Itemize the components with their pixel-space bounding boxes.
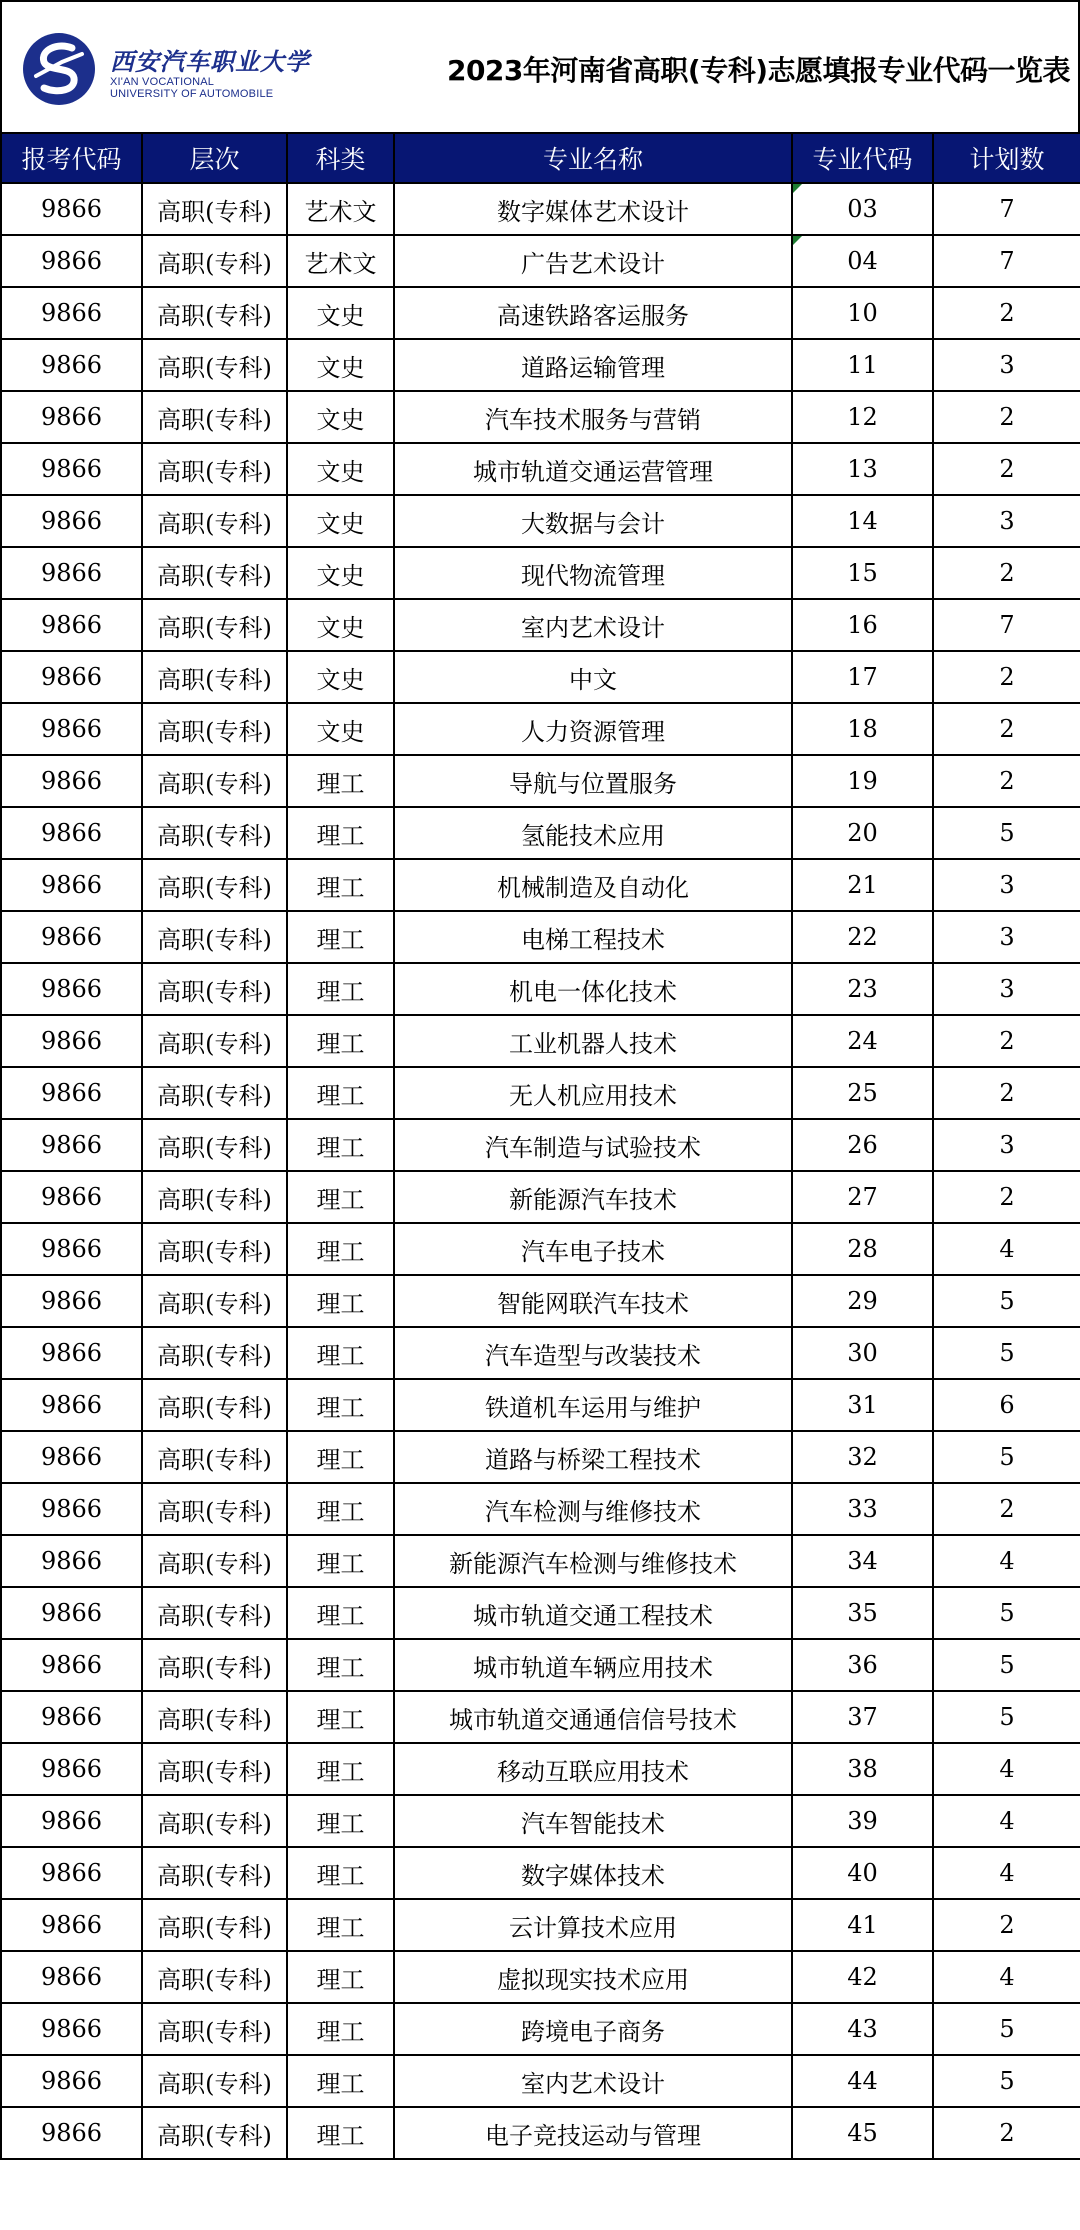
cell-plan-count: 5: [933, 1587, 1080, 1639]
cell-major-name: 机械制造及自动化: [394, 859, 792, 911]
cell-major-code: 27: [792, 1171, 933, 1223]
table-row: [1, 911, 1080, 963]
cell-category: 理工: [287, 1847, 394, 1899]
cell-level: 高职(专科): [142, 1223, 287, 1275]
cell-major-name: 新能源汽车检测与维修技术: [394, 1535, 792, 1587]
logo-chinese-name: 西安汽车职业大学: [110, 47, 310, 76]
cell-level: 高职(专科): [142, 1379, 287, 1431]
cell-application-code: 9866: [1, 235, 142, 287]
cell-major-code: 41: [792, 1899, 933, 1951]
table-row: [1, 547, 1080, 599]
cell-plan-count: 7: [933, 599, 1080, 651]
column-header-major-name: 专业名称: [394, 133, 792, 183]
cell-category: 理工: [287, 1171, 394, 1223]
cell-major-name: 电子竞技运动与管理: [394, 2107, 792, 2159]
table-row: [1, 703, 1080, 755]
cell-plan-count: 3: [933, 911, 1080, 963]
cell-major-name: 导航与位置服务: [394, 755, 792, 807]
cell-major-code: 21: [792, 859, 933, 911]
cell-major-code: 16: [792, 599, 933, 651]
cell-major-code: 22: [792, 911, 933, 963]
table-row: [1, 651, 1080, 703]
cell-application-code: 9866: [1, 859, 142, 911]
cell-major-code: 04: [792, 235, 933, 287]
cell-major-name: 铁道机车运用与维护: [394, 1379, 792, 1431]
table-row: [1, 859, 1080, 911]
cell-application-code: 9866: [1, 2003, 142, 2055]
cell-category: 理工: [287, 1691, 394, 1743]
cell-category: 文史: [287, 547, 394, 599]
cell-level: 高职(专科): [142, 547, 287, 599]
table-row: [1, 1483, 1080, 1535]
cell-major-code: 10: [792, 287, 933, 339]
cell-application-code: 9866: [1, 963, 142, 1015]
cell-level: 高职(专科): [142, 911, 287, 963]
cell-application-code: 9866: [1, 1639, 142, 1691]
cell-category: 理工: [287, 1899, 394, 1951]
table-row: [1, 391, 1080, 443]
cell-application-code: 9866: [1, 599, 142, 651]
cell-major-code: 25: [792, 1067, 933, 1119]
cell-category: 艺术文: [287, 183, 394, 235]
cell-major-code: 35: [792, 1587, 933, 1639]
cell-plan-count: 5: [933, 2003, 1080, 2055]
table-body: [1, 183, 1080, 2159]
cell-category: 文史: [287, 339, 394, 391]
table-row: [1, 339, 1080, 391]
cell-level: 高职(专科): [142, 1639, 287, 1691]
university-logo-icon: [22, 32, 96, 106]
cell-application-code: 9866: [1, 1847, 142, 1899]
cell-major-name: 汽车检测与维修技术: [394, 1483, 792, 1535]
cell-major-code: 30: [792, 1327, 933, 1379]
cell-major-code: 26: [792, 1119, 933, 1171]
cell-major-name: 智能网联汽车技术: [394, 1275, 792, 1327]
cell-application-code: 9866: [1, 1535, 142, 1587]
cell-category: 理工: [287, 807, 394, 859]
cell-major-name: 无人机应用技术: [394, 1067, 792, 1119]
cell-application-code: 9866: [1, 443, 142, 495]
cell-plan-count: 5: [933, 807, 1080, 859]
table-row: [1, 807, 1080, 859]
cell-plan-count: 4: [933, 1951, 1080, 2003]
cell-level: 高职(专科): [142, 1899, 287, 1951]
cell-major-name: 云计算技术应用: [394, 1899, 792, 1951]
cell-level: 高职(专科): [142, 391, 287, 443]
cell-application-code: 9866: [1, 651, 142, 703]
cell-plan-count: 3: [933, 859, 1080, 911]
table-row: [1, 1691, 1080, 1743]
cell-level: 高职(专科): [142, 1951, 287, 2003]
cell-level: 高职(专科): [142, 1171, 287, 1223]
cell-major-code: 15: [792, 547, 933, 599]
cell-major-name: 室内艺术设计: [394, 599, 792, 651]
cell-major-name: 汽车技术服务与营销: [394, 391, 792, 443]
cell-application-code: 9866: [1, 391, 142, 443]
cell-major-code: 28: [792, 1223, 933, 1275]
cell-application-code: 9866: [1, 547, 142, 599]
cell-major-name: 道路与桥梁工程技术: [394, 1431, 792, 1483]
cell-plan-count: 4: [933, 1535, 1080, 1587]
cell-application-code: 9866: [1, 1899, 142, 1951]
cell-category: 理工: [287, 1223, 394, 1275]
cell-application-code: 9866: [1, 1587, 142, 1639]
cell-major-code: 31: [792, 1379, 933, 1431]
cell-plan-count: 5: [933, 1691, 1080, 1743]
cell-level: 高职(专科): [142, 1847, 287, 1899]
cell-level: 高职(专科): [142, 1743, 287, 1795]
table-row: [1, 1743, 1080, 1795]
cell-category: 理工: [287, 1951, 394, 2003]
cell-major-name: 数字媒体艺术设计: [394, 183, 792, 235]
table-row: [1, 599, 1080, 651]
cell-level: 高职(专科): [142, 1275, 287, 1327]
cell-level: 高职(专科): [142, 495, 287, 547]
cell-application-code: 9866: [1, 1171, 142, 1223]
cell-application-code: 9866: [1, 2055, 142, 2107]
cell-application-code: 9866: [1, 703, 142, 755]
cell-plan-count: 2: [933, 443, 1080, 495]
cell-category: 理工: [287, 911, 394, 963]
table-row: [1, 1275, 1080, 1327]
cell-level: 高职(专科): [142, 1483, 287, 1535]
cell-application-code: 9866: [1, 1275, 142, 1327]
table-row: [1, 1795, 1080, 1847]
cell-major-name: 数字媒体技术: [394, 1847, 792, 1899]
table-row: [1, 495, 1080, 547]
table-row: [1, 2003, 1080, 2055]
cell-level: 高职(专科): [142, 703, 287, 755]
cell-application-code: 9866: [1, 807, 142, 859]
cell-application-code: 9866: [1, 1795, 142, 1847]
table-row: [1, 1431, 1080, 1483]
cell-category: 文史: [287, 651, 394, 703]
cell-plan-count: 2: [933, 651, 1080, 703]
cell-application-code: 9866: [1, 1067, 142, 1119]
cell-category: 理工: [287, 1483, 394, 1535]
cell-application-code: 9866: [1, 339, 142, 391]
table-row: [1, 1015, 1080, 1067]
cell-major-code: 36: [792, 1639, 933, 1691]
table-row: [1, 1171, 1080, 1223]
table-row: [1, 1119, 1080, 1171]
cell-level: 高职(专科): [142, 599, 287, 651]
cell-plan-count: 2: [933, 1067, 1080, 1119]
cell-plan-count: 2: [933, 1483, 1080, 1535]
cell-plan-count: 2: [933, 755, 1080, 807]
logo-english-line1: XI'AN VOCATIONAL: [110, 76, 215, 88]
cell-major-name: 机电一体化技术: [394, 963, 792, 1015]
cell-category: 理工: [287, 1535, 394, 1587]
cell-major-name: 电梯工程技术: [394, 911, 792, 963]
table-row: [1, 963, 1080, 1015]
cell-major-code: 17: [792, 651, 933, 703]
cell-application-code: 9866: [1, 1483, 142, 1535]
table-row: [1, 235, 1080, 287]
cell-category: 理工: [287, 1587, 394, 1639]
table-row: [1, 1535, 1080, 1587]
cell-major-name: 大数据与会计: [394, 495, 792, 547]
cell-major-name: 城市轨道交通通信信号技术: [394, 1691, 792, 1743]
major-code-table: [0, 132, 1080, 2160]
cell-level: 高职(专科): [142, 859, 287, 911]
cell-category: 理工: [287, 1275, 394, 1327]
cell-plan-count: 3: [933, 963, 1080, 1015]
cell-category: 理工: [287, 2055, 394, 2107]
cell-category: 文史: [287, 287, 394, 339]
cell-category: 理工: [287, 1015, 394, 1067]
cell-plan-count: 4: [933, 1743, 1080, 1795]
cell-application-code: 9866: [1, 1327, 142, 1379]
cell-application-code: 9866: [1, 495, 142, 547]
logo-english-line2: UNIVERSITY OF AUTOMOBILE: [110, 88, 274, 100]
cell-major-name: 道路运输管理: [394, 339, 792, 391]
cell-level: 高职(专科): [142, 1587, 287, 1639]
cell-major-code: 42: [792, 1951, 933, 2003]
cell-application-code: 9866: [1, 755, 142, 807]
cell-major-name: 现代物流管理: [394, 547, 792, 599]
cell-major-code: 32: [792, 1431, 933, 1483]
cell-level: 高职(专科): [142, 2003, 287, 2055]
cell-category: 理工: [287, 1795, 394, 1847]
cell-level: 高职(专科): [142, 1015, 287, 1067]
cell-major-code: 38: [792, 1743, 933, 1795]
cell-major-code: 43: [792, 2003, 933, 2055]
cell-plan-count: 2: [933, 2107, 1080, 2159]
cell-category: 文史: [287, 391, 394, 443]
cell-plan-count: 2: [933, 1015, 1080, 1067]
cell-major-name: 新能源汽车技术: [394, 1171, 792, 1223]
cell-major-code: 29: [792, 1275, 933, 1327]
table-row: [1, 2055, 1080, 2107]
cell-plan-count: 5: [933, 2055, 1080, 2107]
cell-plan-count: 2: [933, 287, 1080, 339]
cell-major-code: 11: [792, 339, 933, 391]
cell-plan-count: 7: [933, 183, 1080, 235]
cell-category: 理工: [287, 1379, 394, 1431]
cell-level: 高职(专科): [142, 235, 287, 287]
table-row: [1, 1899, 1080, 1951]
cell-level: 高职(专科): [142, 755, 287, 807]
cell-major-name: 虚拟现实技术应用: [394, 1951, 792, 2003]
cell-application-code: 9866: [1, 183, 142, 235]
cell-category: 理工: [287, 859, 394, 911]
cell-category: 理工: [287, 1431, 394, 1483]
cell-level: 高职(专科): [142, 963, 287, 1015]
cell-major-name: 中文: [394, 651, 792, 703]
cell-plan-count: 5: [933, 1275, 1080, 1327]
cell-major-code: 24: [792, 1015, 933, 1067]
cell-level: 高职(专科): [142, 1327, 287, 1379]
page-header: [0, 0, 1080, 132]
cell-plan-count: 3: [933, 1119, 1080, 1171]
cell-major-name: 汽车制造与试验技术: [394, 1119, 792, 1171]
cell-major-name: 汽车电子技术: [394, 1223, 792, 1275]
cell-application-code: 9866: [1, 1691, 142, 1743]
cell-level: 高职(专科): [142, 443, 287, 495]
table-row: [1, 2107, 1080, 2159]
cell-major-code: 03: [792, 183, 933, 235]
cell-plan-count: 2: [933, 547, 1080, 599]
cell-category: 文史: [287, 443, 394, 495]
cell-level: 高职(专科): [142, 183, 287, 235]
cell-plan-count: 4: [933, 1223, 1080, 1275]
cell-application-code: 9866: [1, 1431, 142, 1483]
table-row: [1, 1379, 1080, 1431]
cell-major-code: 40: [792, 1847, 933, 1899]
cell-category: 理工: [287, 2003, 394, 2055]
cell-category: 理工: [287, 755, 394, 807]
cell-major-code: 13: [792, 443, 933, 495]
cell-level: 高职(专科): [142, 1067, 287, 1119]
table-row: [1, 1327, 1080, 1379]
cell-category: 理工: [287, 2107, 394, 2159]
cell-plan-count: 2: [933, 703, 1080, 755]
page-title: 2023年河南省高职(专科)志愿填报专业代码一览表: [446, 54, 1070, 87]
table-row: [1, 1067, 1080, 1119]
table-row: [1, 443, 1080, 495]
cell-category: 理工: [287, 1119, 394, 1171]
cell-category: 理工: [287, 1743, 394, 1795]
column-header-level: 层次: [142, 133, 287, 183]
cell-level: 高职(专科): [142, 287, 287, 339]
cell-plan-count: 5: [933, 1639, 1080, 1691]
column-header-plan-count: 计划数: [933, 133, 1080, 183]
cell-level: 高职(专科): [142, 1795, 287, 1847]
cell-level: 高职(专科): [142, 651, 287, 703]
cell-major-code: 14: [792, 495, 933, 547]
cell-level: 高职(专科): [142, 1535, 287, 1587]
table-row: [1, 183, 1080, 235]
cell-plan-count: 4: [933, 1847, 1080, 1899]
table-row: [1, 287, 1080, 339]
cell-application-code: 9866: [1, 911, 142, 963]
cell-category: 理工: [287, 1327, 394, 1379]
cell-major-name: 室内艺术设计: [394, 2055, 792, 2107]
cell-major-code: 20: [792, 807, 933, 859]
cell-major-name: 氢能技术应用: [394, 807, 792, 859]
cell-category: 艺术文: [287, 235, 394, 287]
cell-major-code: 12: [792, 391, 933, 443]
table-header-row: [1, 133, 1080, 183]
cell-major-code: 44: [792, 2055, 933, 2107]
cell-plan-count: 6: [933, 1379, 1080, 1431]
cell-major-code: 34: [792, 1535, 933, 1587]
cell-plan-count: 3: [933, 495, 1080, 547]
cell-plan-count: 2: [933, 1899, 1080, 1951]
cell-major-code: 33: [792, 1483, 933, 1535]
cell-level: 高职(专科): [142, 1691, 287, 1743]
cell-application-code: 9866: [1, 287, 142, 339]
cell-major-name: 城市轨道交通工程技术: [394, 1587, 792, 1639]
cell-major-code: 45: [792, 2107, 933, 2159]
cell-level: 高职(专科): [142, 2055, 287, 2107]
cell-major-name: 城市轨道车辆应用技术: [394, 1639, 792, 1691]
cell-major-name: 城市轨道交通运营管理: [394, 443, 792, 495]
cell-major-name: 汽车造型与改装技术: [394, 1327, 792, 1379]
cell-application-code: 9866: [1, 1119, 142, 1171]
cell-application-code: 9866: [1, 1223, 142, 1275]
cell-plan-count: 5: [933, 1327, 1080, 1379]
cell-major-name: 跨境电子商务: [394, 2003, 792, 2055]
cell-major-code: 19: [792, 755, 933, 807]
cell-level: 高职(专科): [142, 339, 287, 391]
cell-major-code: 37: [792, 1691, 933, 1743]
column-header-major-code: 专业代码: [792, 133, 933, 183]
cell-category: 理工: [287, 963, 394, 1015]
table-row: [1, 1223, 1080, 1275]
cell-major-name: 汽车智能技术: [394, 1795, 792, 1847]
cell-plan-count: 2: [933, 391, 1080, 443]
column-header-category: 科类: [287, 133, 394, 183]
cell-level: 高职(专科): [142, 1431, 287, 1483]
cell-major-code: 23: [792, 963, 933, 1015]
cell-major-name: 移动互联应用技术: [394, 1743, 792, 1795]
cell-application-code: 9866: [1, 1379, 142, 1431]
cell-major-name: 高速铁路客运服务: [394, 287, 792, 339]
table-row: [1, 1639, 1080, 1691]
cell-major-name: 工业机器人技术: [394, 1015, 792, 1067]
cell-category: 文史: [287, 703, 394, 755]
cell-category: 文史: [287, 599, 394, 651]
cell-level: 高职(专科): [142, 807, 287, 859]
cell-plan-count: 5: [933, 1431, 1080, 1483]
cell-application-code: 9866: [1, 1951, 142, 2003]
table-row: [1, 1847, 1080, 1899]
cell-category: 理工: [287, 1067, 394, 1119]
cell-application-code: 9866: [1, 1743, 142, 1795]
cell-major-name: 广告艺术设计: [394, 235, 792, 287]
table-row: [1, 1587, 1080, 1639]
cell-application-code: 9866: [1, 2107, 142, 2159]
table-row: [1, 755, 1080, 807]
cell-plan-count: 3: [933, 339, 1080, 391]
column-header-application-code: 报考代码: [1, 133, 142, 183]
cell-plan-count: 2: [933, 1171, 1080, 1223]
cell-category: 文史: [287, 495, 394, 547]
cell-level: 高职(专科): [142, 1119, 287, 1171]
cell-major-code: 18: [792, 703, 933, 755]
cell-category: 理工: [287, 1639, 394, 1691]
cell-plan-count: 7: [933, 235, 1080, 287]
cell-plan-count: 4: [933, 1795, 1080, 1847]
cell-application-code: 9866: [1, 1015, 142, 1067]
cell-major-name: 人力资源管理: [394, 703, 792, 755]
cell-major-code: 39: [792, 1795, 933, 1847]
table-row: [1, 1951, 1080, 2003]
cell-level: 高职(专科): [142, 2107, 287, 2159]
